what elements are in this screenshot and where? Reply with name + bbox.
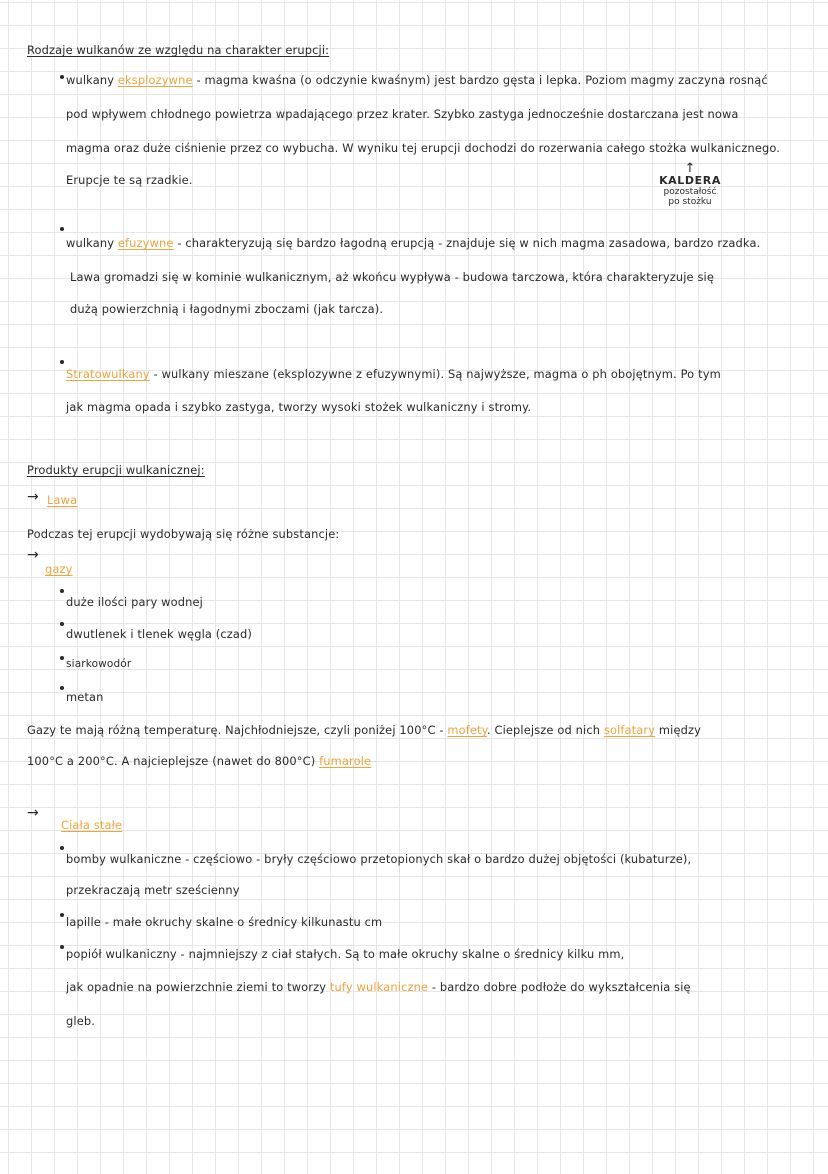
term-gases: gazy bbox=[45, 562, 73, 576]
bullet bbox=[60, 360, 64, 364]
caldera-note-1: pozostałość bbox=[663, 187, 717, 197]
strato-line-1: Stratowulkany - wulkany mieszane (eksplozywne z efuzywnymi). Są najwyższe, magma o ph obojętnym. Po tym bbox=[66, 367, 721, 381]
bullet bbox=[60, 945, 64, 949]
term-tuffs: tufy wulkaniczne bbox=[329, 980, 429, 994]
right-arrow-icon: → bbox=[27, 805, 39, 821]
ash-line-3: gleb. bbox=[66, 1014, 96, 1028]
bullet bbox=[60, 846, 64, 850]
term-explosive: eksplozywne bbox=[117, 73, 193, 87]
term-lava: Lawa bbox=[47, 493, 78, 507]
term-fumarole: fumarole bbox=[319, 754, 372, 768]
bullet bbox=[60, 622, 64, 626]
bullet bbox=[60, 589, 64, 593]
substances-intro: Podczas tej erupcji wydobywają się różne substancje: bbox=[27, 527, 340, 541]
right-arrow-icon: → bbox=[27, 547, 39, 563]
term-mofety: mofety bbox=[447, 723, 487, 737]
bullet bbox=[60, 656, 64, 660]
strato-line-2: jak magma opada i szybko zastyga, tworzy wysoki stożek wulkaniczny i stromy. bbox=[66, 400, 532, 414]
term-stratovolcanoes: Stratowulkany bbox=[66, 367, 150, 381]
lapille-line: lapille - małe okruchy skalne o średnicy kilkunastu cm bbox=[66, 915, 383, 929]
gas-temperature-line-2: 100°C a 200°C. A najcieplejsze (nawet do 800°C) fumarole bbox=[27, 754, 372, 768]
effusive-line-3: dużą powierzchnią i łagodnymi zboczami (jak tarcza). bbox=[70, 302, 384, 316]
effusive-line-1: wulkany efuzywne - charakteryzują się bardzo łagodną erupcją - znajduje się w nich magma zasadowa, bardzo rzadka. bbox=[66, 236, 761, 250]
section-heading-eruption-products: Produkty erupcji wulkanicznej: bbox=[27, 463, 205, 477]
caldera-annotation bbox=[640, 162, 740, 207]
gas-temperature-line-1: Gazy te mają różną temperaturę. Najchłodniejsze, czyli poniżej 100°C - mofety. Cieplejsze od nich solfatary między bbox=[27, 723, 702, 737]
bullet bbox=[60, 686, 64, 690]
section-heading-volcano-types: Rodzaje wulkanów ze względu na charakter erupcji: bbox=[27, 43, 330, 57]
bullet bbox=[60, 913, 64, 917]
bullet bbox=[60, 75, 64, 79]
gas-item-4: metan bbox=[66, 690, 104, 704]
gas-item-1: duże ilości pary wodnej bbox=[66, 595, 203, 609]
explosive-line-4: Erupcje te są rzadkie. bbox=[66, 173, 193, 187]
gas-item-3: siarkowodór bbox=[66, 658, 132, 670]
ash-line-1: popiół wulkaniczny - najmniejszy z ciał stałych. Są to małe okruchy skalne o średnicy kilku mm, bbox=[66, 947, 625, 961]
bombs-line-2: przekraczają metr sześcienny bbox=[66, 883, 240, 897]
gas-item-2: dwutlenek i tlenek węgla (czad) bbox=[66, 627, 253, 641]
effusive-line-2: Lawa gromadzi się w kominie wulkanicznym, aż wkońcu wypływa - budowa tarczowa, która charakteryzuje się bbox=[70, 270, 715, 284]
explosive-line-1: wulkany eksplozywne - magma kwaśna (o odczynie kwaśnym) jest bardzo gęsta i lepka. Poziom magmy zaczyna rosnąć bbox=[66, 73, 768, 87]
ash-line-2: jak opadnie na powierzchnie ziemi to tworzy tufy wulkaniczne - bardzo dobre podłoże do wykształcenia się bbox=[66, 980, 691, 994]
caldera-note-2: po stożku bbox=[668, 197, 712, 207]
caldera-title: KALDERA bbox=[659, 174, 721, 187]
term-effusive: efuzywne bbox=[117, 236, 174, 250]
explosive-line-2: pod wpływem chłodnego powietrza wpadającego przez krater. Szybko zastyga jednocześnie dostarczana jest nowa bbox=[66, 107, 739, 121]
term-solids: Ciała stałe bbox=[61, 818, 123, 832]
up-arrow-icon: ↑ bbox=[684, 161, 696, 176]
explosive-line-3: magma oraz duże ciśnienie przez co wybucha. W wyniku tej erupcji dochodzi do rozerwania całego stożka wulkanicznego. bbox=[66, 141, 781, 155]
bullet bbox=[60, 227, 64, 231]
right-arrow-icon: → bbox=[27, 489, 39, 505]
bombs-line-1: bomby wulkaniczne - częściowo - bryły częściowo przetopionych skał o bardzo dużej objętości (kubaturze), bbox=[66, 852, 692, 866]
term-solfatary: solfatary bbox=[603, 723, 656, 737]
